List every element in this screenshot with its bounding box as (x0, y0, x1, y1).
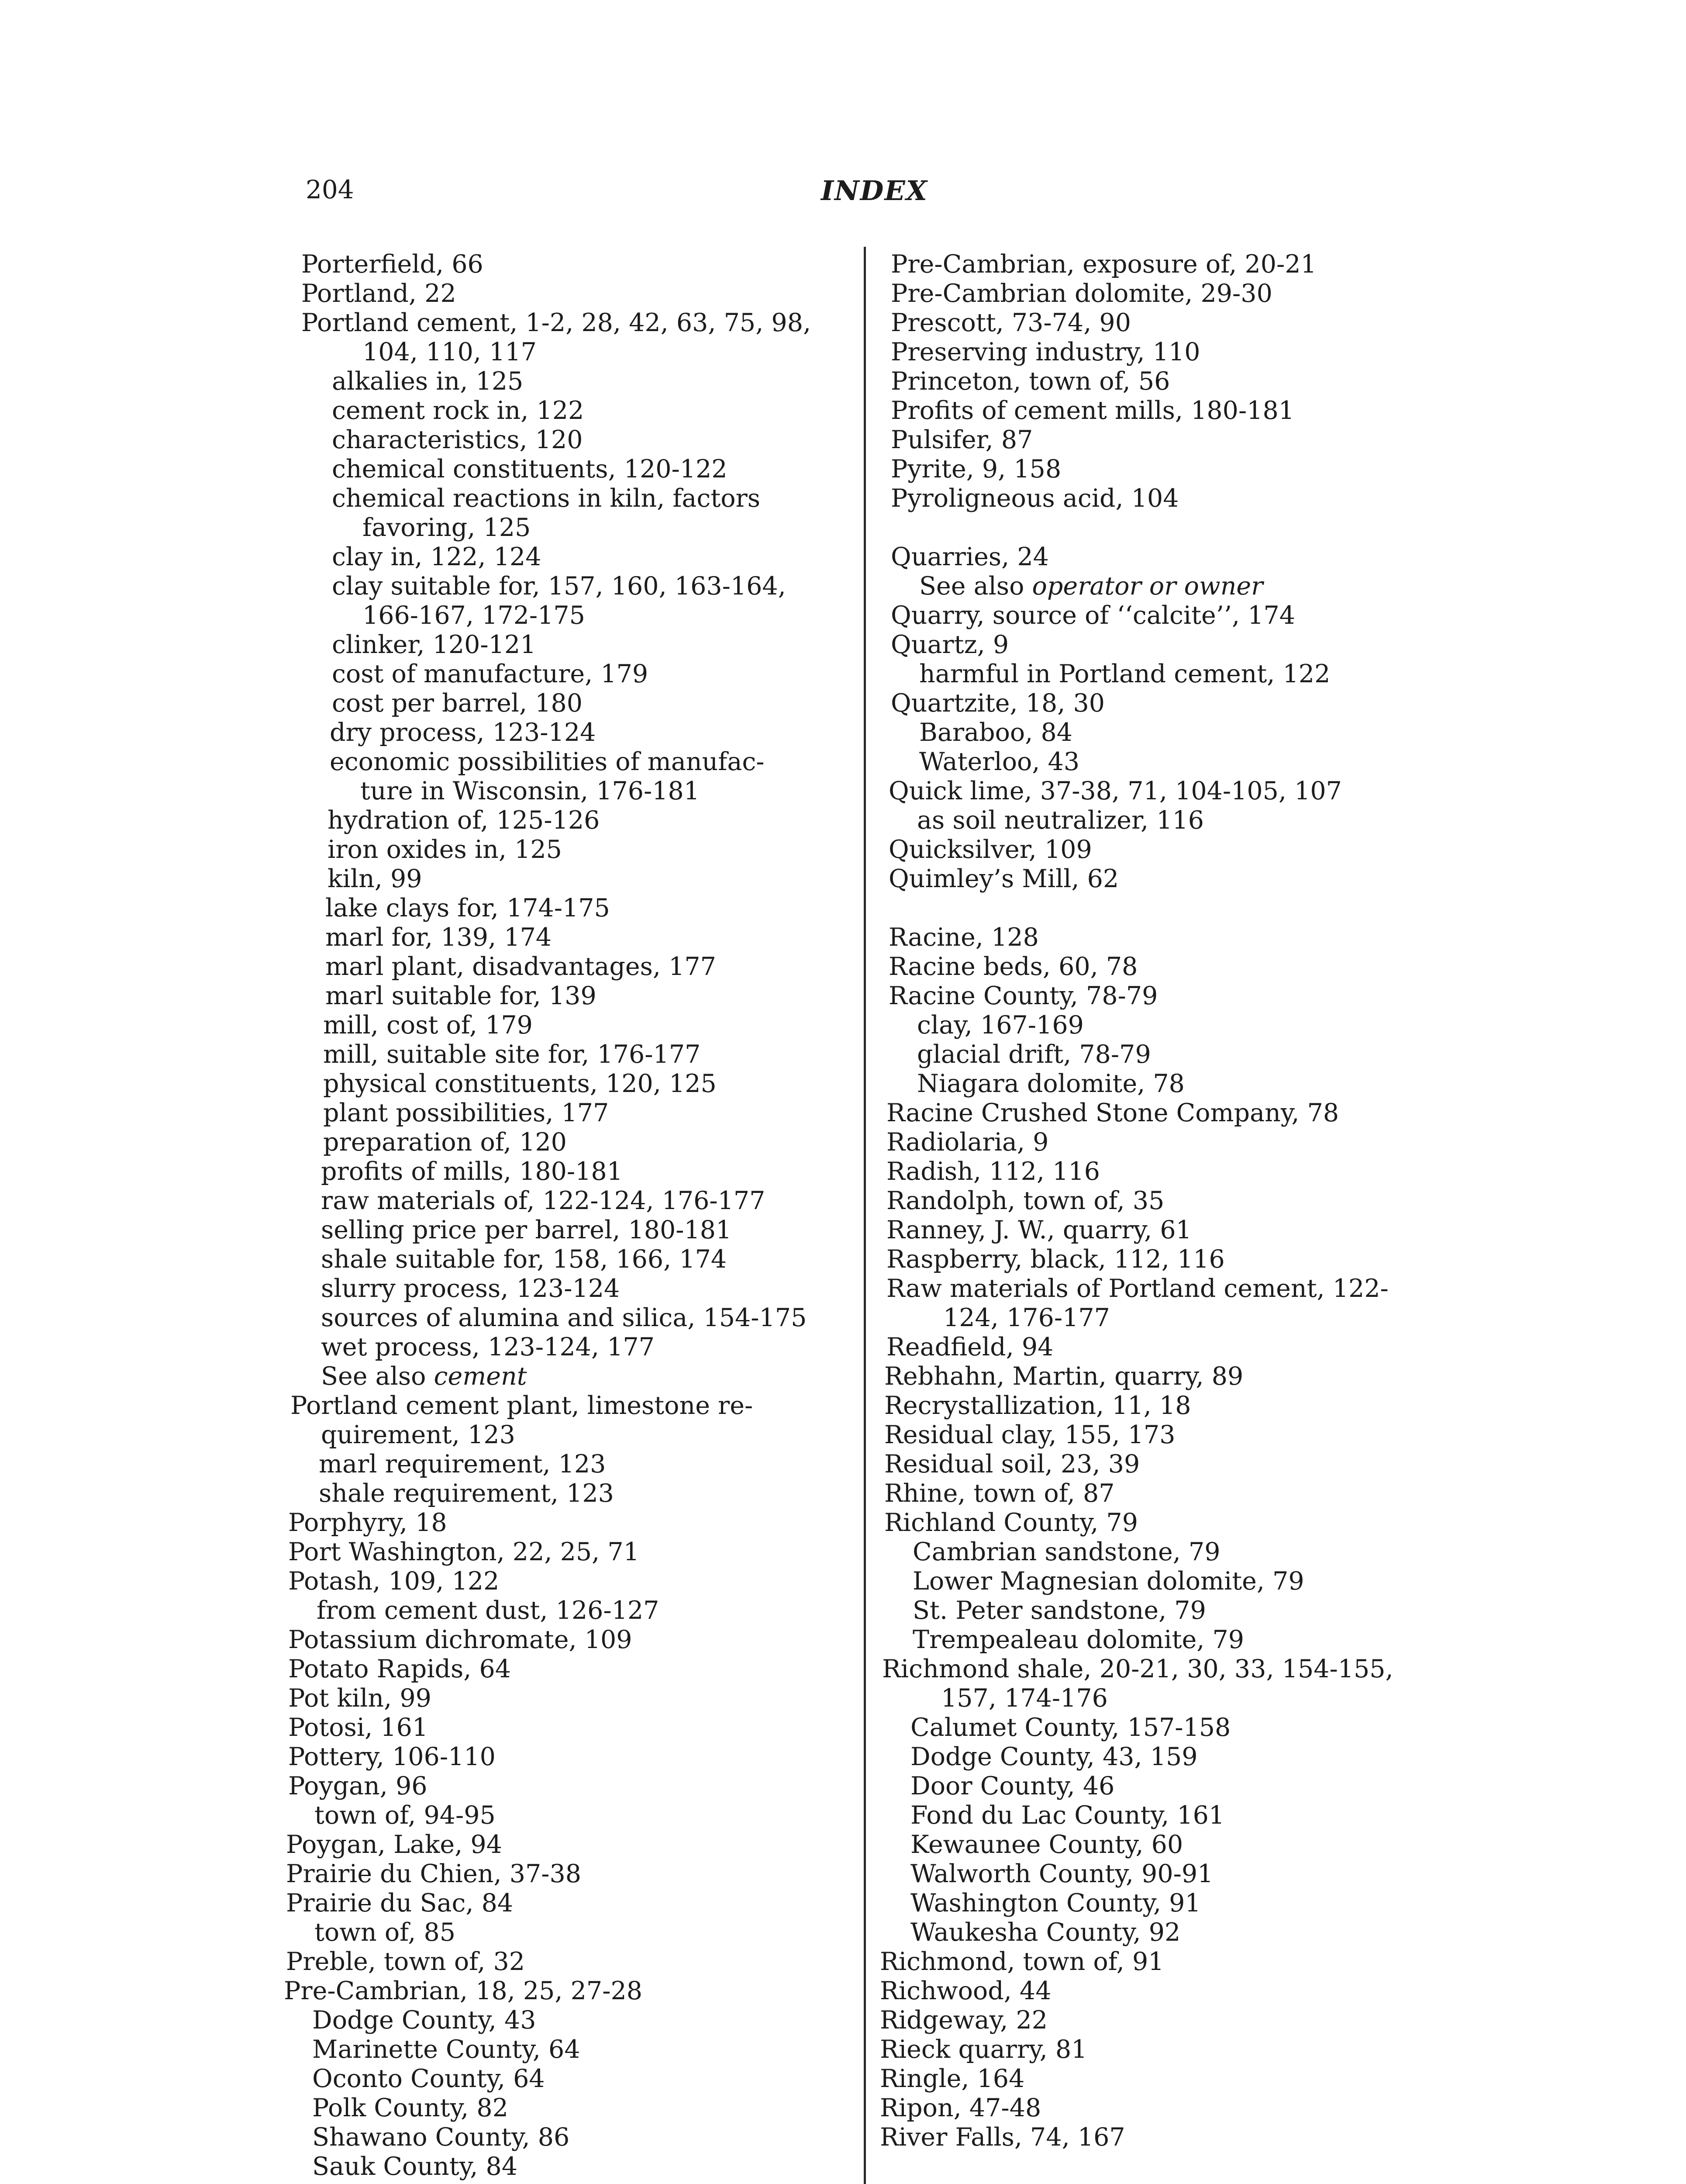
index-entry: Rhine, town of, 87 (884, 1479, 1115, 1508)
index-entry: Dodge County, 43, 159 (910, 1742, 1198, 1771)
index-entry: Preserving industry, 110 (891, 338, 1200, 366)
index-entry: wet process, 123-124, 177 (321, 1333, 655, 1362)
index-entry: Shawano County, 86 (312, 2123, 570, 2152)
column-divider (864, 247, 866, 2184)
index-entry: Ranney, J. W., quarry, 61 (886, 1216, 1192, 1244)
index-entry: Cambrian sandstone, 79 (913, 1538, 1221, 1566)
index-entry: town of, 85 (314, 1918, 455, 1947)
index-entry: marl requirement, 123 (319, 1450, 606, 1479)
index-entry: glacial drift, 78-79 (917, 1040, 1151, 1069)
index-entry: Poygan, Lake, 94 (286, 1830, 502, 1859)
index-entry: economic possibilities of manufac- (330, 747, 765, 776)
index-entry: Washington County, 91 (910, 1889, 1201, 1918)
index-entry: Quarries, 24 (891, 543, 1049, 571)
index-entry: Richwood, 44 (880, 1977, 1052, 2005)
index-column-left (279, 250, 860, 2181)
index-entry: Pottery, 106-110 (288, 1742, 496, 1771)
index-entry: Quimley’s Mill, 62 (889, 864, 1119, 893)
index-entry: Quartzite, 18, 30 (891, 689, 1105, 718)
index-entry: Princeton, town of, 56 (891, 367, 1170, 396)
index-entry: Porphyry, 18 (288, 1508, 447, 1537)
index-entry: Pre-Cambrian, 18, 25, 27-28 (284, 1977, 642, 2005)
index-entry: 166-167, 172-175 (362, 601, 585, 630)
index-entry: marl plant, disadvantages, 177 (325, 952, 716, 981)
index-entry: chemical reactions in kiln, factors (332, 484, 761, 513)
index-entry: River Falls, 74, 167 (880, 2123, 1125, 2152)
index-entry: Profits of cement mills, 180-181 (891, 396, 1294, 425)
index-entry: physical constituents, 120, 125 (323, 1069, 717, 1098)
index-entry: Portland cement plant, limestone re- (290, 1391, 753, 1420)
index-entry: chemical constituents, 120-122 (332, 455, 727, 484)
index-column-right (878, 250, 1458, 2152)
index-entry: Walworth County, 90-91 (910, 1859, 1214, 1888)
index-entry: Ridgeway, 22 (880, 2006, 1048, 2035)
index-entry: Racine, 128 (889, 923, 1039, 952)
index-entry: Richmond shale, 20-21, 30, 33, 154-155, (882, 1655, 1393, 1683)
index-entry: Randolph, town of, 35 (886, 1186, 1165, 1215)
index-entry: clay suitable for, 157, 160, 163-164, (332, 572, 786, 601)
index-entry: St. Peter sandstone, 79 (913, 1596, 1206, 1625)
index-entry: Potosi, 161 (288, 1713, 428, 1742)
index-entry: Preble, town of, 32 (286, 1947, 525, 1976)
index-entry: Trempealeau dolomite, 79 (913, 1625, 1245, 1654)
index-entry: Pre-Cambrian dolomite, 29-30 (891, 279, 1272, 308)
index-entry: See also operator or owner (919, 572, 1263, 601)
index-entry: Radiolaria, 9 (886, 1128, 1049, 1157)
index-entry: Pulsifer, 87 (891, 425, 1033, 454)
index-entry: characteristics, 120 (332, 425, 583, 454)
index-entry: Calumet County, 157-158 (910, 1713, 1231, 1742)
index-entry: Pyroligneous acid, 104 (891, 484, 1179, 513)
index-entry: Polk County, 82 (312, 2094, 508, 2122)
index-entry: Ringle, 164 (880, 2064, 1025, 2093)
index-entry: clay in, 122, 124 (332, 543, 541, 571)
index-entry: Potassium dichromate, 109 (288, 1625, 632, 1654)
index-entry: Pot kiln, 99 (288, 1684, 431, 1713)
index-entry: Portland, 22 (301, 279, 456, 308)
index-entry: Door County, 46 (910, 1772, 1115, 1800)
index-entry: Potato Rapids, 64 (288, 1655, 511, 1683)
index-entry: alkalies in, 125 (332, 367, 524, 396)
index-entry: sources of alumina and silica, 154-175 (321, 1303, 807, 1332)
index-entry: Portland cement, 1-2, 28, 42, 63, 75, 98, (301, 308, 811, 337)
index-entry: Radish, 112, 116 (886, 1157, 1100, 1186)
index-entry: from cement dust, 126-127 (317, 1596, 659, 1625)
index-entry: See also cement (321, 1362, 527, 1391)
index-entry: Residual soil, 23, 39 (884, 1450, 1140, 1479)
index-entry: Racine Crushed Stone Company, 78 (886, 1099, 1339, 1127)
index-entry: Fond du Lac County, 161 (910, 1801, 1225, 1830)
index-entry: Prairie du Sac, 84 (286, 1889, 514, 1918)
index-entry: Port Washington, 22, 25, 71 (288, 1538, 639, 1566)
index-entry: Lower Magnesian dolomite, 79 (913, 1567, 1304, 1596)
index-entry: Richland County, 79 (884, 1508, 1138, 1537)
index-entry: Waterloo, 43 (919, 747, 1080, 776)
index-entry: Pre-Cambrian, exposure of, 20-21 (891, 250, 1317, 279)
index-entry: iron oxides in, 125 (328, 835, 562, 864)
index-entry: raw materials of, 122-124, 176-177 (321, 1186, 765, 1215)
index-entry: clinker, 120-121 (332, 630, 536, 659)
index-entry: Marinette County, 64 (312, 2035, 580, 2064)
index-entry: quirement, 123 (321, 1420, 515, 1449)
index-entry: Dodge County, 43 (312, 2006, 536, 2035)
index-entry: 124, 176-177 (943, 1303, 1110, 1332)
index-entry: preparation of, 120 (323, 1128, 567, 1157)
index-entry: Readfield, 94 (886, 1333, 1054, 1362)
index-entry: Racine beds, 60, 78 (889, 952, 1138, 981)
index-entry: Pyrite, 9, 158 (891, 455, 1062, 484)
index-entry: Raspberry, black, 112, 116 (886, 1245, 1225, 1274)
index-entry: town of, 94-95 (314, 1801, 496, 1830)
index-entry: Kewaunee County, 60 (910, 1830, 1183, 1859)
index-entry: slurry process, 123-124 (321, 1274, 620, 1303)
index-entry: Recrystallization, 11, 18 (884, 1391, 1191, 1420)
cross-reference: cement (434, 1362, 527, 1391)
index-entry: Prescott, 73-74, 90 (891, 308, 1131, 337)
index-entry: Sauk County, 84 (312, 2152, 518, 2181)
index-entry: shale suitable for, 158, 166, 174 (321, 1245, 727, 1274)
index-letter-gap (878, 513, 1458, 543)
index-entry: 157, 174-176 (941, 1684, 1108, 1713)
running-title: INDEX (821, 175, 928, 207)
index-entry: Baraboo, 84 (919, 718, 1072, 747)
index-entry: marl suitable for, 139 (325, 981, 596, 1010)
index-entry: Waukesha County, 92 (910, 1918, 1181, 1947)
index-entry: lake clays for, 174-175 (325, 894, 610, 923)
index-entry: Poygan, 96 (288, 1772, 428, 1800)
index-entry: Prairie du Chien, 37-38 (286, 1859, 582, 1888)
index-entry: cement rock in, 122 (332, 396, 584, 425)
index-entry: profits of mills, 180-181 (321, 1157, 623, 1186)
index-entry: Potash, 109, 122 (288, 1567, 500, 1596)
index-entry: Ripon, 47-48 (880, 2094, 1041, 2122)
index-entry: harmful in Portland cement, 122 (919, 660, 1331, 688)
index-entry: mill, cost of, 179 (323, 1011, 533, 1040)
index-entry: marl for, 139, 174 (325, 923, 552, 952)
index-entry: shale requirement, 123 (319, 1479, 614, 1508)
index-entry: as soil neutralizer, 116 (917, 806, 1204, 835)
index-entry: Richmond, town of, 91 (880, 1947, 1164, 1976)
page-number: 204 (306, 175, 354, 204)
index-letter-gap (878, 894, 1458, 923)
index-entry: ture in Wisconsin, 176-181 (360, 777, 700, 805)
index-entry: clay, 167-169 (917, 1011, 1084, 1040)
index-entry: plant possibilities, 177 (323, 1099, 609, 1127)
index-entry: Quick lime, 37-38, 71, 104-105, 107 (889, 777, 1342, 805)
index-entry: hydration of, 125-126 (328, 806, 600, 835)
index-entry: Niagara dolomite, 78 (917, 1069, 1185, 1098)
index-entry: Rieck quarry, 81 (880, 2035, 1087, 2064)
index-entry: cost per barrel, 180 (332, 689, 583, 718)
index-entry: Quicksilver, 109 (889, 835, 1092, 864)
index-entry: Residual clay, 155, 173 (884, 1420, 1176, 1449)
index-entry: favoring, 125 (362, 513, 531, 542)
index-entry: selling price per barrel, 180-181 (321, 1216, 732, 1244)
index-entry: Porterfield, 66 (301, 250, 483, 279)
index-entry: mill, suitable site for, 176-177 (323, 1040, 701, 1069)
index-entry: Quarry, source of ‘‘calcite’’, 174 (891, 601, 1296, 630)
index-entry: 104, 110, 117 (362, 338, 537, 366)
index-entry: dry process, 123-124 (330, 718, 596, 747)
index-entry: kiln, 99 (328, 864, 422, 893)
index-entry: Raw materials of Portland cement, 122- (886, 1274, 1389, 1303)
index-entry: Oconto County, 64 (312, 2064, 545, 2093)
index-entry: cost of manufacture, 179 (332, 660, 648, 688)
cross-reference: operator or owner (1032, 572, 1263, 601)
index-entry: Rebhahn, Martin, quarry, 89 (884, 1362, 1244, 1391)
index-entry: Quartz, 9 (891, 630, 1009, 659)
index-entry: Racine County, 78-79 (889, 981, 1158, 1010)
